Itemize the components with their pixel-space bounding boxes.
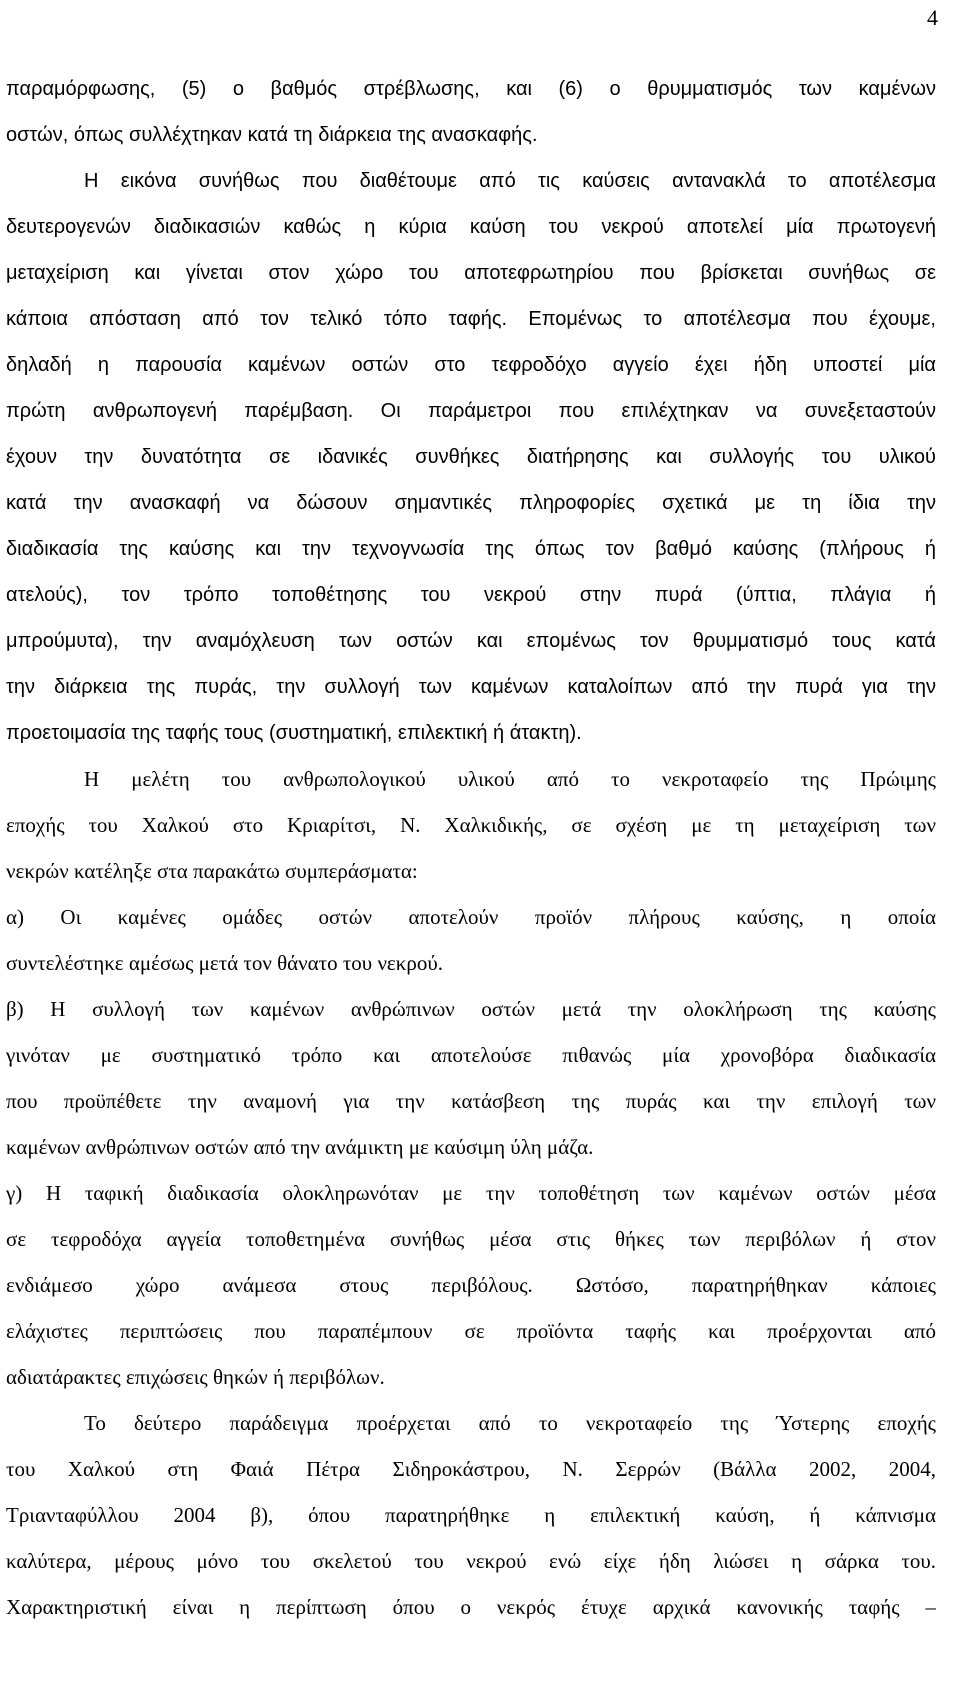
text-line: παραμόρφωσης, (5) ο βαθμός στρέβλωσης, και (6) ο θρυμματισμός των καμένων [6,78,936,100]
text-line: β) Η συλλογή των καμένων ανθρώπινων οστών μετά την ολοκλήρωση της καύσης [6,997,936,1021]
page-number: 4 [927,5,938,30]
text-line: καμένων ανθρώπινων οστών από την ανάμικτη με καύσιμη ύλη μάζα. [6,1135,594,1159]
text-line: προετοιμασία της ταφής τους (συστηματική, επιλεκτική ή άτακτη). [6,722,582,744]
text-line: έχουν την δυνατότητα σε ιδανικές συνθήκες διατήρησης και συλλογής του υλικού [6,446,936,468]
text-line: ατελούς), τον τρόπο τοποθέτησης του νεκρού στην πυρά (ύπτια, πλάγια ή [6,584,936,606]
text-line: γινόταν με συστηματικό τρόπο και αποτελούσε πιθανώς μία χρονοβόρα διαδικασία [6,1043,936,1067]
text-line: δευτερογενών διαδικασιών καθώς η κύρια καύση του νεκρού αποτελεί μία πρωτογενή [6,216,936,238]
text-line: συντελέστηκε αμέσως μετά τον θάνατο του νεκρού. [6,951,443,975]
text-line: κάποια απόσταση από τον τελικό τόπο ταφής. Επομένως το αποτέλεσμα που έχουμε, [6,308,936,330]
text-line: την διάρκεια της πυράς, την συλλογή των καμένων καταλοίπων από την πυρά για την [6,676,936,698]
text-line: σε τεφροδόχα αγγεία τοποθετημένα συνήθως μέσα στις θήκες των περιβόλων ή στον [6,1227,936,1251]
text-line: εποχής του Χαλκού στο Κριαρίτσι, Ν. Χαλκιδικής, σε σχέση με τη μεταχείριση των [6,813,936,837]
text-line: που προϋπέθετε την αναμονή για την κατάσβεση της πυράς και την επιλογή των [6,1089,936,1113]
text-line: μεταχείριση και γίνεται στον χώρο του αποτεφρωτηρίου που βρίσκεται συνήθως σε [6,262,936,284]
text-line: δηλαδή η παρουσία καμένων οστών στο τεφροδόχο αγγείο έχει ήδη υποστεί μία [6,354,936,376]
text-line: γ) Η ταφική διαδικασία ολοκληρωνόταν με την τοποθέτηση των καμένων οστών μέσα [6,1181,936,1205]
text-line: του Χαλκού στη Φαιά Πέτρα Σιδηροκάστρου, Ν. Σερρών (Βάλλα 2002, 2004, [6,1457,936,1481]
text-line: μπρούμυτα), την αναμόχλευση των οστών και επομένως τον θρυμματισμό τους κατά [6,630,936,652]
text-line: οστών, όπως συλλέχτηκαν κατά τη διάρκεια της ανασκαφής. [6,124,538,146]
text-line: ελάχιστες περιπτώσεις που παραπέμπουν σε προϊόντα ταφής και προέρχονται από [6,1319,936,1343]
text-line: διαδικασία της καύσης και την τεχνογνωσία της όπως τον βαθμό καύσης (πλήρους ή [6,538,936,560]
text-line: πρώτη ανθρωπογενή παρέμβαση. Οι παράμετροι που επιλέχτηκαν να συνεξεταστούν [6,400,936,422]
text-line: κατά την ανασκαφή να δώσουν σημαντικές πληροφορίες σχετικά με τη ίδια την [6,492,936,514]
text-line: καλύτερα, μέρους μόνο του σκελετού του νεκρού ενώ είχε ήδη λιώσει η σάρκα του. [6,1549,936,1573]
text-line: Η εικόνα συνήθως που διαθέτουμε από τις καύσεις αντανακλά το αποτέλεσμα [84,170,936,192]
text-line: Η μελέτη του ανθρωπολογικού υλικού από το νεκροταφείο της Πρώιμης [84,767,936,791]
text-line: ενδιάμεσο χώρο ανάμεσα στους περιβόλους. Ωστόσο, παρατηρήθηκαν κάποιες [6,1273,936,1297]
text-line: Το δεύτερο παράδειγμα προέρχεται από το νεκροταφείο της Ύστερης εποχής [84,1411,936,1435]
text-line: αδιατάρακτες επιχώσεις θηκών ή περιβόλων. [6,1365,385,1389]
text-line: νεκρών κατέληξε στα παρακάτω συμπεράσματα: [6,859,418,883]
text-line: Χαρακτηριστική είναι η περίπτωση όπου ο νεκρός έτυχε αρχικά κανονικής ταφής – [6,1595,936,1619]
text-line: Τριανταφύλλου 2004 β), όπου παρατηρήθηκε η επιλεκτική καύση, ή κάπνισμα [6,1503,936,1527]
document-body [6,66,936,1630]
text-line: α) Οι καμένες ομάδες οστών αποτελούν προϊόν πλήρους καύσης, η οποία [6,905,936,929]
